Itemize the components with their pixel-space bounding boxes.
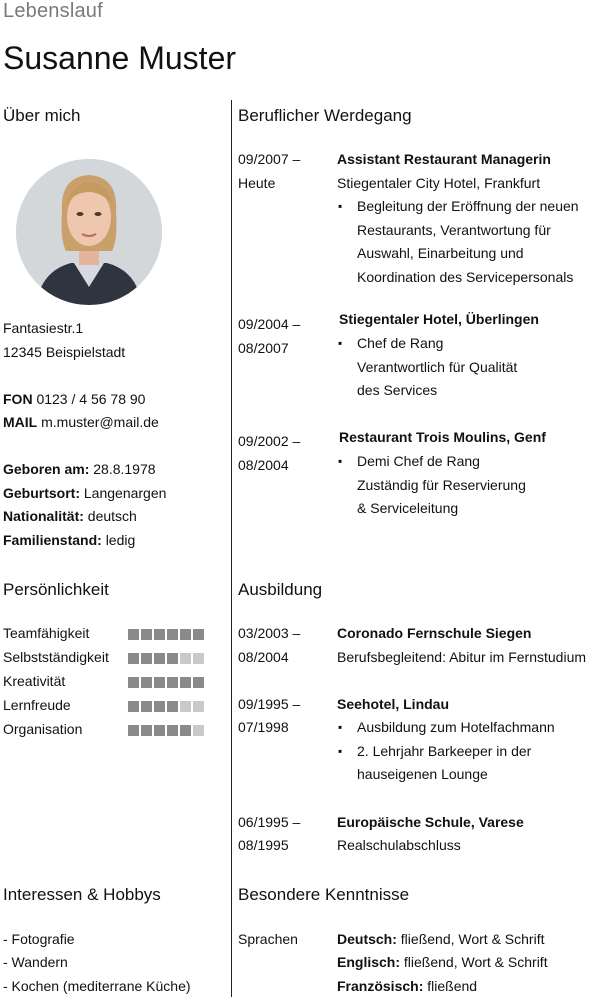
rating-square-empty — [193, 653, 204, 664]
bullet-line: Begleitung der Eröffnung der neuen — [357, 198, 579, 214]
language-name: Deutsch: — [337, 931, 397, 947]
rating-square-empty — [193, 701, 204, 712]
skill-rating — [128, 701, 204, 712]
skill-rating — [128, 677, 204, 688]
rating-square-empty — [180, 653, 191, 664]
rating-square-filled — [193, 629, 204, 640]
skill-label: Lernfreude — [3, 697, 71, 714]
career-bullets — [337, 195, 579, 289]
skill-rating — [128, 725, 204, 736]
birthdate-label: Geboren am: — [3, 461, 90, 477]
rating-square-filled — [154, 701, 165, 712]
rating-square-filled — [128, 653, 139, 664]
language-name: Französisch: — [337, 978, 424, 994]
marital-value: ledig — [105, 532, 136, 548]
career-company: Stiegentaler City Hotel, Frankfurt — [337, 175, 541, 191]
phone-label: FON — [3, 391, 33, 407]
career-date-end: 08/2007 — [238, 340, 289, 356]
bullet-line: Koordination des Servicepersonals — [357, 268, 574, 285]
language-row — [337, 951, 548, 975]
skill-rating — [128, 653, 204, 664]
skill-label: Organisation — [3, 721, 83, 738]
rating-square-filled — [141, 629, 152, 640]
education-bullet-item — [337, 740, 555, 787]
skill-row — [3, 646, 228, 670]
nationality-label: Nationalität: — [3, 508, 84, 524]
rating-square-filled — [141, 677, 152, 688]
education-date-start: 03/2003 – — [238, 625, 301, 641]
rating-square-filled — [193, 677, 204, 688]
skills-list — [3, 622, 228, 742]
column-divider — [231, 100, 232, 997]
bullet-line: & Serviceleitung — [357, 500, 459, 516]
rating-square-filled — [141, 653, 152, 664]
nationality-value: deutsch — [87, 508, 137, 524]
hobby-item: - Fotografie — [3, 931, 75, 947]
rating-square-filled — [128, 629, 139, 640]
skill-row — [3, 718, 228, 742]
rating-square-filled — [128, 677, 139, 688]
skill-label: Selbstständigkeit — [3, 649, 109, 666]
phone-value: 0123 / 4 56 78 90 — [36, 391, 146, 407]
address-line-1: Fantasiestr.1 — [3, 320, 84, 336]
career-bullet-item — [337, 195, 579, 289]
education-bullets — [337, 716, 555, 787]
rating-square-filled — [167, 725, 178, 736]
section-title-special-skills: Besondere Kenntnisse — [238, 885, 410, 904]
rating-square-filled — [167, 677, 178, 688]
nationality-row — [3, 505, 137, 529]
address-line-2: 12345 Beispielstadt — [3, 344, 126, 360]
career-bullet-item — [337, 450, 526, 521]
career-date-end: Heute — [238, 175, 276, 191]
language-level: fließend, Wort & Schrift — [403, 954, 548, 970]
section-title-education: Ausbildung — [238, 580, 323, 599]
rating-square-filled — [180, 677, 191, 688]
birthplace-label: Geburtsort: — [3, 485, 80, 501]
marital-row — [3, 529, 135, 553]
education-detail: Berufsbegleitend: Abitur im Fernstudium — [337, 649, 587, 665]
rating-square-filled — [141, 701, 152, 712]
education-date-end: 08/2004 — [238, 649, 289, 665]
bullet-line: 2. Lehrjahr Barkeeper in der — [357, 742, 532, 759]
bullet-line: Zuständig für Reservierung — [357, 476, 526, 493]
mail-row — [3, 411, 159, 435]
languages-label: Sprachen — [238, 931, 298, 947]
rating-square-empty — [180, 701, 191, 712]
education-date-start: 06/1995 – — [238, 814, 301, 830]
rating-square-filled — [154, 629, 165, 640]
birthdate-value: 28.8.1978 — [93, 461, 156, 477]
phone-row — [3, 388, 145, 412]
career-position: Assistant Restaurant Managerin — [337, 151, 551, 167]
career-company: Stiegentaler Hotel, Überlingen — [339, 311, 539, 327]
career-bullet-item — [337, 332, 517, 403]
education-date-end: 07/1998 — [238, 719, 289, 735]
skill-row — [3, 670, 228, 694]
rating-square-filled — [167, 701, 178, 712]
marital-label: Familienstand: — [3, 532, 102, 548]
rating-square-filled — [154, 677, 165, 688]
career-date-start: 09/2002 – — [238, 433, 301, 449]
language-name: Englisch: — [337, 954, 401, 970]
education-date-end: 08/1995 — [238, 837, 289, 853]
hobby-item: - Wandern — [3, 954, 68, 970]
rating-square-empty — [193, 725, 204, 736]
mail-label: MAIL — [3, 414, 38, 430]
bullet-line: Demi Chef de Rang — [357, 453, 480, 469]
birthplace-value: Langenargen — [83, 485, 167, 501]
mail-value: m.muster@mail.de — [41, 414, 159, 430]
birthplace-row — [3, 482, 166, 506]
bullet-line: des Services — [357, 382, 438, 398]
skill-row — [3, 694, 228, 718]
skill-label: Teamfähigkeit — [3, 625, 90, 642]
profile-photo — [16, 159, 162, 305]
section-title-hobbies: Interessen & Hobbys — [3, 885, 161, 904]
education-bullet-item: ▪ Ausbildung zum Hotelfachmann — [337, 716, 555, 740]
language-row — [337, 928, 544, 952]
document-label: Lebenslauf — [3, 0, 103, 22]
rating-square-filled — [167, 653, 178, 664]
career-bullets — [337, 332, 517, 403]
portrait-image — [16, 159, 162, 305]
education-institution: Europäische Schule, Varese — [337, 814, 524, 830]
section-title-about: Über mich — [3, 106, 81, 125]
career-date-start: 09/2004 – — [238, 316, 301, 332]
career-date-start: 09/2007 – — [238, 151, 301, 167]
section-title-personality: Persönlichkeit — [3, 580, 109, 599]
career-date-end: 08/2004 — [238, 457, 289, 473]
language-row — [337, 975, 477, 997]
rating-square-filled — [154, 653, 165, 664]
person-name: Susanne Muster — [3, 40, 237, 76]
language-level: fließend — [427, 978, 478, 994]
rating-square-filled — [141, 725, 152, 736]
bullet-line: Auswahl, Einarbeitung und — [357, 245, 524, 261]
skill-rating — [128, 629, 204, 640]
bullet-line: hauseigenen Lounge — [357, 766, 488, 782]
section-title-career: Beruflicher Werdegang — [238, 106, 412, 125]
education-institution: Seehotel, Lindau — [337, 696, 450, 712]
birthdate-row — [3, 458, 156, 482]
career-bullets — [337, 450, 526, 521]
rating-square-filled — [167, 629, 178, 640]
hobby-item: - Kochen (mediterrane Küche) — [3, 978, 191, 994]
skill-label: Kreativität — [3, 673, 66, 690]
rating-square-filled — [154, 725, 165, 736]
language-level: fließend, Wort & Schrift — [400, 931, 545, 947]
skill-row — [3, 622, 228, 646]
education-institution: Coronado Fernschule Siegen — [337, 625, 532, 641]
rating-square-filled — [128, 725, 139, 736]
career-company: Restaurant Trois Moulins, Genf — [339, 429, 546, 445]
rating-square-filled — [128, 701, 139, 712]
education-date-start: 09/1995 – — [238, 696, 301, 712]
education-detail: Realschulabschluss — [337, 837, 461, 853]
bullet-line: Verantwortlich für Qualität — [357, 358, 518, 375]
rating-square-filled — [180, 725, 191, 736]
bullet-line: Restaurants, Verantwortung für — [357, 221, 551, 238]
bullet-line: Chef de Rang — [357, 335, 444, 351]
rating-square-filled — [180, 629, 191, 640]
